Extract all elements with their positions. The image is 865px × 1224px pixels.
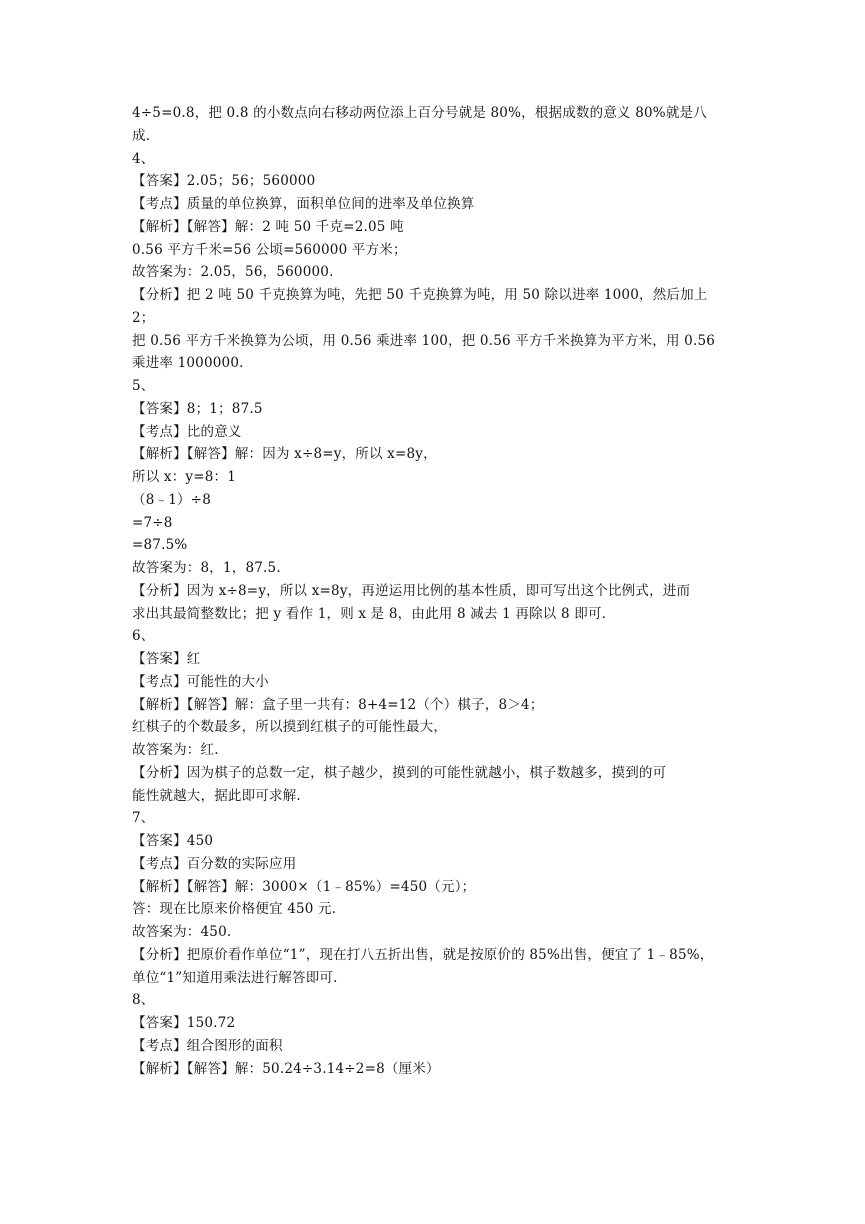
answer-line: 【答案】8；1；87.5: [132, 400, 263, 417]
analysis-line: 【分析】把原价看作单位“1”，现在打八五折出售，就是按原价的 85%出售，便宜了 1﹣85%，: [132, 946, 714, 963]
question-number: 6、: [132, 628, 155, 645]
analysis-line: 【分析】把 2 吨 50 千克换算为吨，先把 50 千克换算为吨，用 50 除以进率 1000，然后加上: [132, 287, 708, 303]
question-number: 7、: [132, 810, 155, 827]
text-line: 2；: [132, 309, 155, 326]
topic-line: 【考点】组合图形的面积: [132, 1037, 283, 1054]
topic-line: 【考点】百分数的实际应用: [132, 855, 297, 872]
text-line: 成.: [132, 127, 151, 144]
answer-line: 【答案】150.72: [132, 1015, 236, 1031]
text-line: 故答案为：450.: [132, 924, 232, 940]
question-number: 4、: [132, 150, 155, 167]
solution-line: 【解析】【解答】解：2 吨 50 千克=2.05 吨: [132, 218, 404, 235]
question-number: 8、: [132, 992, 155, 1009]
text-line: 能性就越大，据此即可求解.: [132, 787, 301, 804]
text-line: 0.56 平方千米=56 公顷=560000 平方米；: [132, 241, 407, 258]
text-line: 乘进率 1000000.: [132, 355, 244, 372]
topic-line: 【考点】比的意义: [132, 423, 242, 440]
answer-line: 【答案】450: [132, 833, 214, 849]
text-line: 把 0.56 平方千米换算为公顷，用 0.56 乘进率 100，把 0.56 平方千米换算为平方米，用 0.56: [132, 332, 716, 349]
solution-line: 【解析】【解答】解：盒子里一共有：8+4=12（个）棋子，8＞4；: [132, 696, 544, 713]
text-line: 所以 x：y=8：1: [132, 469, 237, 485]
text-line: 4÷5=0.8，把 0.8 的小数点向右移动两位添上百分号就是 80%，根据成数的意义 80%就是八: [132, 105, 707, 121]
text-line: （8﹣1）÷8: [132, 491, 211, 508]
topic-line: 【考点】可能性的大小: [132, 673, 269, 690]
topic-line: 【考点】质量的单位换算，面积单位间的进率及单位换算: [132, 196, 475, 212]
text-line: =87.5%: [132, 537, 188, 554]
text-line: 单位“1”知道用乘法进行解答即可.: [132, 969, 338, 986]
text-line: 故答案为：红.: [132, 742, 219, 758]
text-line: 答：现在比原来价格便宜 450 元.: [132, 901, 337, 918]
solution-line: 【解析】【解答】解：3000×（1﹣85%）=450（元）；: [132, 878, 476, 895]
text-line: 故答案为：2.05，56，560000.: [132, 264, 334, 281]
answer-line: 【答案】红: [132, 651, 201, 667]
analysis-line: 【分析】因为 x÷8=y，所以 x=8y，再逆运用比例的基本性质，即可写出这个比例式，进而: [132, 582, 691, 599]
text-line: 故答案为：8，1，87.5.: [132, 560, 281, 576]
text-line: 红棋子的个数最多，所以摸到红棋子的可能性最大，: [132, 719, 448, 736]
document-page: [132, 102, 742, 1080]
analysis-line: 【分析】因为棋子的总数一定，棋子越少，摸到的可能性就越小，棋子数越多，摸到的可: [132, 764, 667, 781]
solution-line: 【解析】【解答】解：因为 x÷8=y，所以 x=8y，: [132, 446, 437, 463]
solution-line: 【解析】【解答】解：50.24÷3.14÷2=8（厘米）: [132, 1060, 440, 1077]
answer-line: 【答案】2.05；56；560000: [132, 173, 316, 190]
question-number: 5、: [132, 378, 155, 394]
text-line: 求出其最简整数比；把 y 看作 1，则 x 是 8，由此用 8 减去 1 再除以 8 即可.: [132, 605, 607, 622]
text-line: =7÷8: [132, 514, 173, 531]
